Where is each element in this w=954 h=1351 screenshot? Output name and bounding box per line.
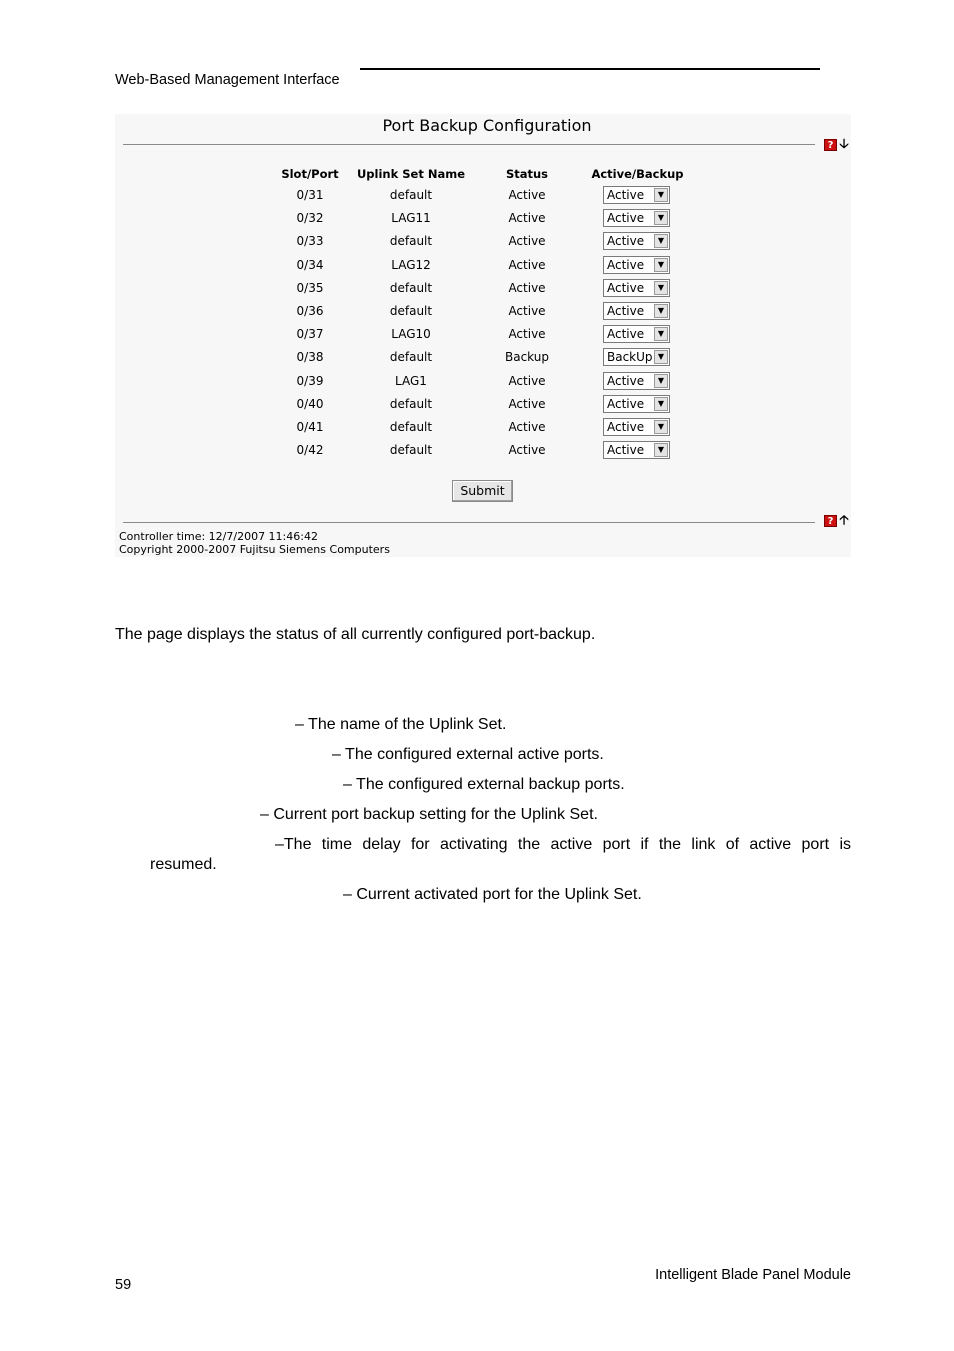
dropdown-arrow-icon[interactable]: ▼: [654, 374, 668, 388]
description-time-delay-continued: resumed.: [150, 856, 217, 873]
page-title: Port Backup Configuration: [382, 116, 592, 135]
row-slot-port: 0/36: [296, 304, 324, 318]
select-value: Active: [607, 304, 645, 318]
select-value: Active: [607, 443, 645, 458]
row-slot-port: 0/41: [296, 420, 324, 434]
active-backup-select[interactable]: [603, 325, 670, 343]
description-time-delay: –The time delay for activating the active port if the link of active port is: [275, 836, 851, 853]
row-uplink-set-name: default: [389, 350, 433, 365]
row-status: Backup: [505, 350, 549, 365]
row-slot-port: 0/32: [296, 211, 324, 226]
row-uplink-set-name: default: [389, 420, 433, 434]
dropdown-arrow-icon[interactable]: ▼: [654, 234, 668, 248]
row-status: Active: [508, 188, 546, 202]
column-header-active-backup: Active/Backup: [591, 167, 684, 181]
row-uplink-set-name: default: [389, 188, 433, 202]
arrow-up-icon[interactable]: 🡡: [839, 513, 849, 528]
select-value: Active: [607, 373, 645, 388]
dropdown-arrow-icon[interactable]: ▼: [654, 258, 668, 272]
row-slot-port: 0/31: [296, 188, 324, 202]
row-uplink-set-name: LAG10: [391, 327, 431, 342]
row-status: Active: [508, 257, 546, 272]
dropdown-arrow-icon[interactable]: ▼: [654, 350, 668, 364]
active-backup-select[interactable]: [603, 372, 670, 390]
active-backup-select[interactable]: [603, 302, 670, 320]
column-header-status: Status: [505, 167, 549, 181]
select-value: Active: [607, 396, 645, 411]
active-backup-select[interactable]: [603, 209, 670, 227]
dropdown-arrow-icon[interactable]: ▼: [654, 304, 668, 318]
row-uplink-set-name: default: [389, 280, 433, 295]
select-value: Active: [607, 211, 645, 226]
row-uplink-set-name: default: [389, 443, 433, 458]
select-value: BackUp: [607, 350, 653, 365]
description-active-ports: – The configured external active ports.: [332, 746, 604, 763]
row-status: Active: [508, 280, 546, 295]
active-backup-select[interactable]: [603, 232, 670, 250]
column-header-uplink-set-name: Uplink Set Name: [356, 167, 466, 181]
active-backup-select[interactable]: [603, 348, 670, 366]
active-backup-select[interactable]: [603, 395, 670, 413]
dropdown-arrow-icon[interactable]: ▼: [654, 188, 668, 202]
row-uplink-set-name: LAG1: [395, 373, 427, 388]
dropdown-arrow-icon[interactable]: ▼: [654, 211, 668, 225]
row-slot-port: 0/33: [296, 234, 324, 249]
top-divider: [123, 144, 815, 145]
select-value: Active: [607, 188, 645, 202]
row-uplink-set-name: LAG12: [391, 257, 431, 272]
row-status: Active: [508, 211, 546, 226]
row-status: Active: [508, 373, 546, 388]
row-status: Active: [508, 420, 546, 434]
footer-title: Intelligent Blade Panel Module: [655, 1267, 851, 1283]
column-header-slot: Slot/Port: [281, 167, 339, 181]
row-slot-port: 0/39: [296, 373, 324, 388]
row-status: Active: [508, 396, 546, 411]
select-value: Active: [607, 420, 645, 434]
row-slot-port: 0/40: [296, 396, 324, 411]
row-slot-port: 0/34: [296, 257, 324, 272]
row-uplink-set-name: default: [389, 396, 433, 411]
select-value: Active: [607, 280, 645, 295]
row-slot-port: 0/37: [296, 327, 324, 342]
row-slot-port: 0/35: [296, 280, 324, 295]
active-backup-select[interactable]: [603, 186, 670, 204]
port-backup-screen: [115, 114, 851, 557]
active-backup-select[interactable]: [603, 279, 670, 297]
row-uplink-set-name: LAG11: [391, 211, 431, 226]
dropdown-arrow-icon[interactable]: ▼: [654, 327, 668, 341]
select-value: Active: [607, 327, 645, 342]
description-backup-setting: – Current port backup setting for the Uplink Set.: [260, 806, 598, 823]
row-status: Active: [508, 327, 546, 342]
document-header: Web-Based Management Interface: [115, 72, 340, 88]
copyright: Copyright 2000-2007 Fujitsu Siemens Computers: [119, 543, 390, 556]
controller-time: Controller time: 12/7/2007 11:46:42: [119, 530, 318, 543]
dropdown-arrow-icon[interactable]: ▼: [654, 420, 668, 434]
help-icon[interactable]: ?: [824, 515, 837, 527]
description-backup-ports: – The configured external backup ports.: [343, 776, 625, 793]
dropdown-arrow-icon[interactable]: ▼: [654, 443, 668, 457]
row-status: Active: [508, 443, 546, 458]
row-status: Active: [508, 234, 546, 249]
row-uplink-set-name: default: [389, 304, 433, 318]
submit-button[interactable]: Submit: [452, 480, 513, 502]
active-backup-select[interactable]: [603, 418, 670, 436]
arrow-down-icon[interactable]: 🡣: [839, 137, 849, 152]
active-backup-select[interactable]: [603, 441, 670, 459]
row-slot-port: 0/42: [296, 443, 324, 458]
dropdown-arrow-icon[interactable]: ▼: [654, 281, 668, 295]
row-slot-port: 0/38: [296, 350, 324, 365]
description-activated-port: – Current activated port for the Uplink Set.: [343, 886, 642, 903]
active-backup-select[interactable]: [603, 256, 670, 274]
select-value: Active: [607, 257, 645, 272]
description-uplink-set-name: – The name of the Uplink Set.: [295, 716, 507, 733]
page-number: 59: [115, 1277, 132, 1293]
select-value: Active: [607, 234, 645, 249]
intro-paragraph: The page displays the status of all currently configured port-backup.: [115, 626, 596, 643]
row-uplink-set-name: default: [389, 234, 433, 249]
bottom-divider: [123, 522, 815, 523]
dropdown-arrow-icon[interactable]: ▼: [654, 397, 668, 411]
row-status: Active: [508, 304, 546, 318]
header-rule: [360, 68, 820, 70]
help-icon[interactable]: ?: [824, 139, 837, 151]
